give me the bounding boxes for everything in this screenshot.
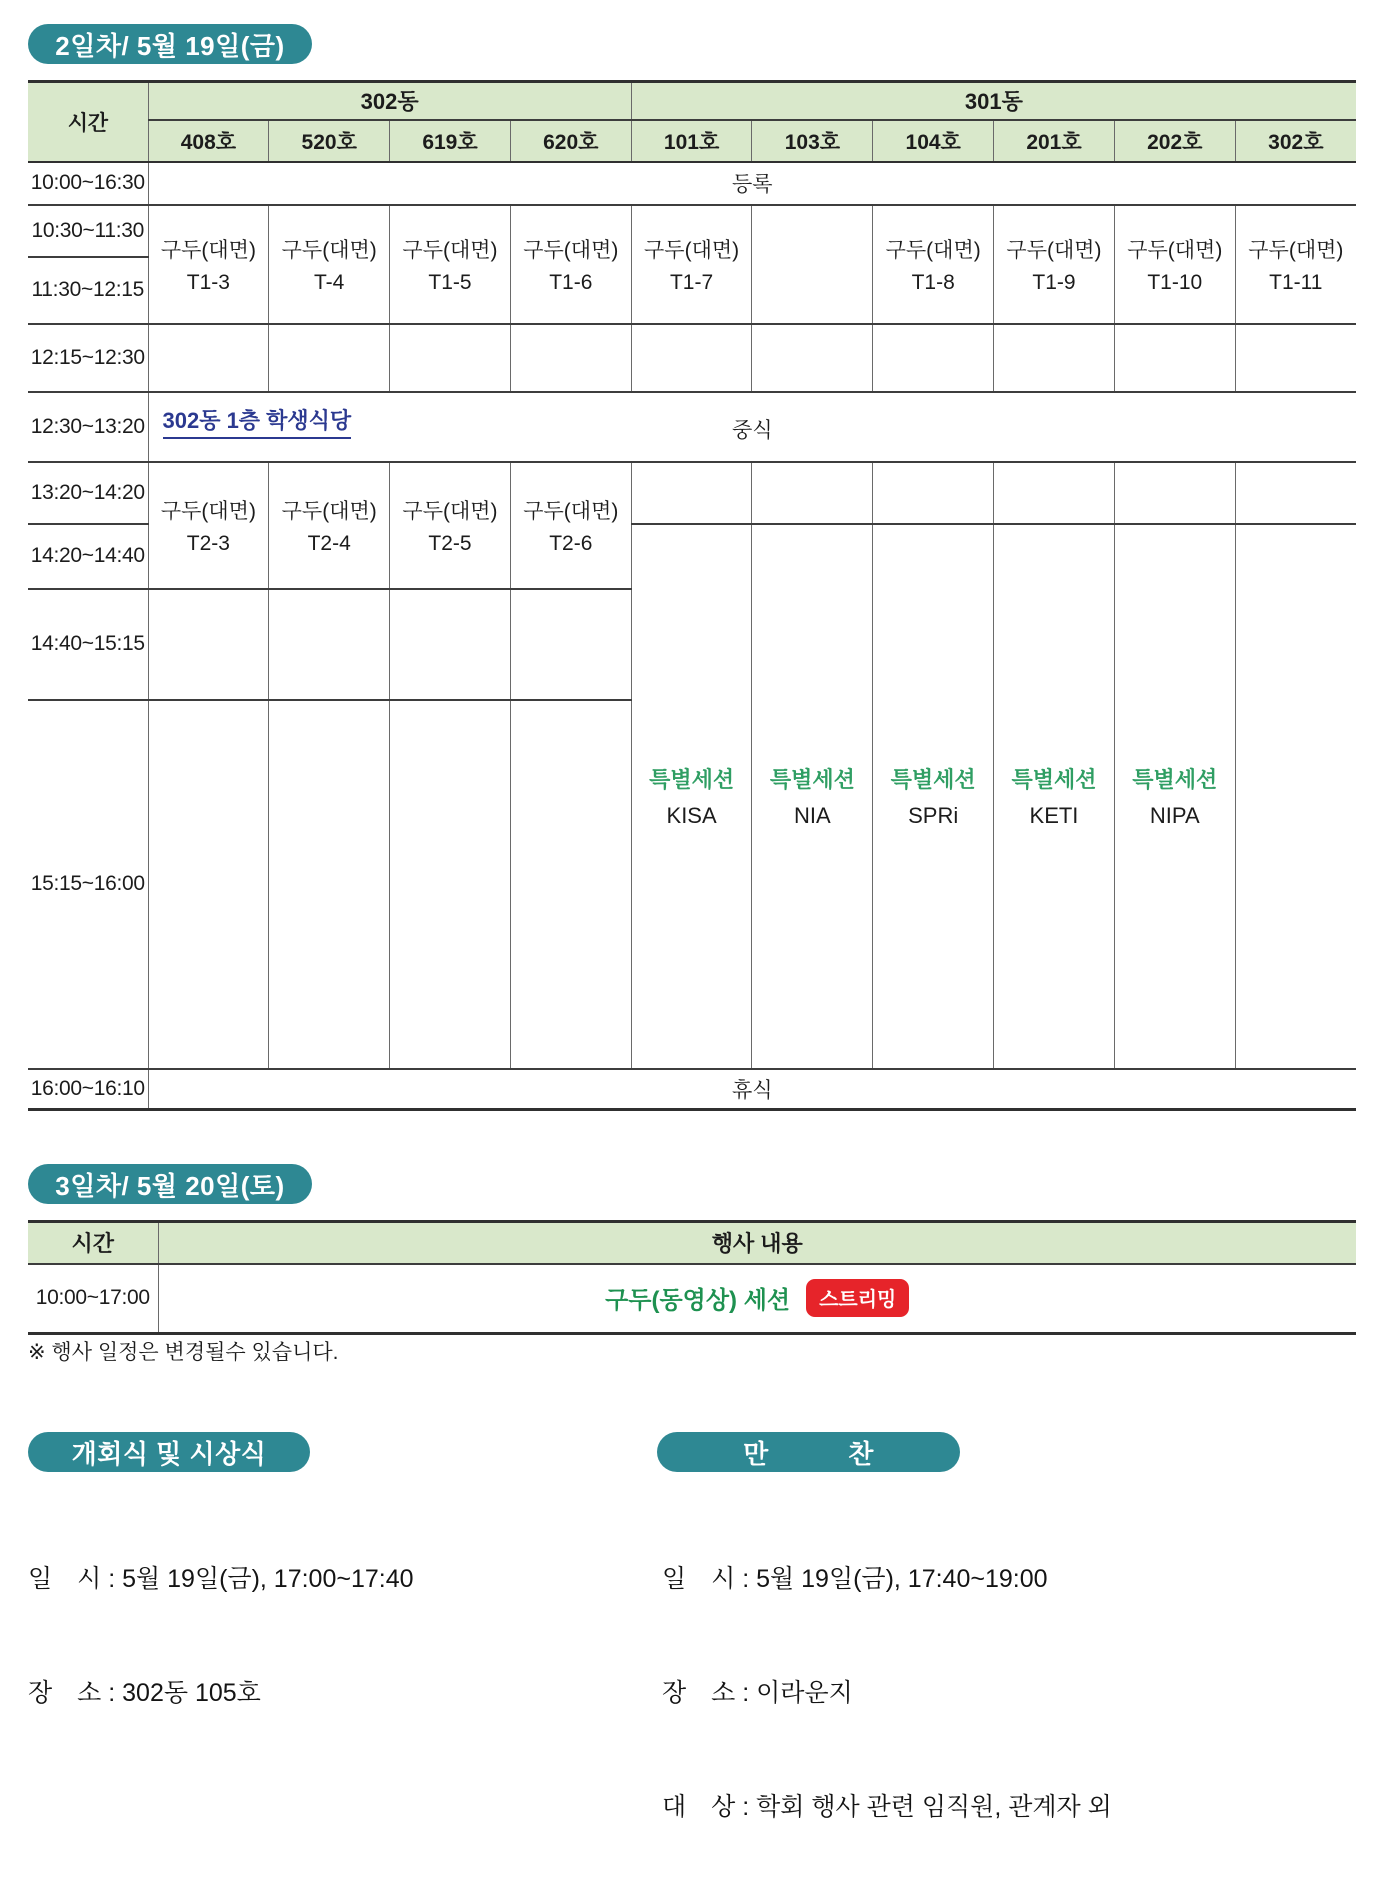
opening-location: 장 소 : 302동 105호 xyxy=(28,1679,261,1707)
cell-620-t1: 구두(대면) T1-6 xyxy=(510,205,631,324)
time-1420-1440: 14:20~14:40 xyxy=(28,524,148,589)
empty-cell xyxy=(269,589,390,700)
empty-cell xyxy=(873,462,994,524)
time-1000-1700: 10:00~17:00 xyxy=(28,1264,158,1334)
header-room-620: 620호 xyxy=(510,120,631,162)
break-cell: 휴식 xyxy=(148,1069,1356,1110)
empty-cell xyxy=(269,700,390,1069)
cell-619-t1: 구두(대면) T1-5 xyxy=(390,205,511,324)
time-1030-1130: 10:30~11:30 xyxy=(28,205,148,257)
empty-cell xyxy=(752,324,873,392)
banquet-badge: 만 찬 xyxy=(657,1432,960,1472)
time-1230-1320: 12:30~13:20 xyxy=(28,392,148,462)
banquet-info xyxy=(662,1484,1112,1902)
lunch-row xyxy=(28,392,1356,462)
gap-row xyxy=(28,324,1356,392)
empty-cell xyxy=(148,700,269,1069)
opening-ceremony-badge: 개회식 및 시상식 xyxy=(28,1432,310,1472)
empty-cell xyxy=(994,462,1115,524)
cell-103-special-nia: 특별세션 NIA xyxy=(752,524,873,1069)
cell-620-t2: 구두(대면) T2-6 xyxy=(510,462,631,589)
time-1215-1230: 12:15~12:30 xyxy=(28,324,148,392)
header-building-301: 301동 xyxy=(631,82,1356,120)
empty-cell xyxy=(269,324,390,392)
empty-cell xyxy=(1235,324,1356,392)
header-room-408: 408호 xyxy=(148,120,269,162)
day3-session-cell xyxy=(158,1264,1356,1334)
empty-cell xyxy=(752,462,873,524)
header-room-104: 104호 xyxy=(873,120,994,162)
t1-row-a xyxy=(28,205,1356,257)
day3-header-content: 행사 내용 xyxy=(158,1222,1356,1264)
day2-schedule-table xyxy=(28,80,1356,1111)
streaming-badge: 스트리밍 xyxy=(806,1279,909,1317)
schedule-change-note: ※ 행사 일정은 변경될수 있습니다. xyxy=(28,1341,339,1364)
video-session-label: 구두(동영상) 세션 xyxy=(605,1287,791,1315)
cell-302-t1: 구두(대면) T1-11 xyxy=(1235,205,1356,324)
time-1320-1420: 13:20~14:20 xyxy=(28,462,148,524)
day3-badge: 3일차/ 5월 20일(토) xyxy=(28,1164,312,1204)
empty-cell xyxy=(1114,324,1235,392)
registration-row xyxy=(28,162,1356,205)
lunch-cell xyxy=(148,392,1356,462)
cell-520-t1: 구두(대면) T-4 xyxy=(269,205,390,324)
day3-header-row xyxy=(28,1222,1356,1264)
day3-schedule-table xyxy=(28,1220,1356,1335)
cell-101-t1: 구두(대면) T1-7 xyxy=(631,205,752,324)
cell-302-special-empty xyxy=(1235,524,1356,1069)
header-room-101: 101호 xyxy=(631,120,752,162)
empty-cell xyxy=(148,324,269,392)
empty-cell xyxy=(1114,462,1235,524)
empty-cell xyxy=(510,324,631,392)
cell-408-t1: 구두(대면) T1-3 xyxy=(148,205,269,324)
cell-104-t1: 구두(대면) T1-8 xyxy=(873,205,994,324)
day3-session-row xyxy=(28,1264,1356,1334)
empty-cell xyxy=(1235,462,1356,524)
time-1600-1610: 16:00~16:10 xyxy=(28,1069,148,1110)
header-room-201: 201호 xyxy=(994,120,1115,162)
empty-cell xyxy=(631,324,752,392)
break-row xyxy=(28,1069,1356,1110)
empty-cell xyxy=(390,700,511,1069)
day2-badge: 2일차/ 5월 19일(금) xyxy=(28,24,312,64)
opening-datetime: 일 시 : 5월 19일(금), 17:00~17:40 xyxy=(28,1565,414,1593)
cell-408-t2: 구두(대면) T2-3 xyxy=(148,462,269,589)
header-room-302: 302호 xyxy=(1235,120,1356,162)
cell-202-special-nipa: 특별세션 NIPA xyxy=(1114,524,1235,1069)
banquet-location: 장 소 : 이라운지 xyxy=(662,1679,853,1707)
header-room-619: 619호 xyxy=(390,120,511,162)
header-room-202: 202호 xyxy=(1114,120,1235,162)
cell-104-special-spri: 특별세션 SPRi xyxy=(873,524,994,1069)
header-buildings-row xyxy=(28,82,1356,120)
empty-cell xyxy=(994,324,1115,392)
header-building-302: 302동 xyxy=(148,82,631,120)
header-room-103: 103호 xyxy=(752,120,873,162)
lunch-label: 중식 xyxy=(731,418,773,442)
cell-202-t1: 구두(대면) T1-10 xyxy=(1114,205,1235,324)
registration-cell: 등록 xyxy=(148,162,1356,205)
cell-101-special-kisa: 특별세션 KISA xyxy=(631,524,752,1069)
banquet-attendees: 대 상 : 학회 행사 관련 임직원, 관계자 외 xyxy=(662,1793,1112,1821)
empty-cell xyxy=(148,589,269,700)
empty-cell xyxy=(510,589,631,700)
cell-201-t1: 구두(대면) T1-9 xyxy=(994,205,1115,324)
time-registration: 10:00~16:30 xyxy=(28,162,148,205)
opening-ceremony-info xyxy=(28,1484,414,1788)
cafeteria-link[interactable]: 302동 1층 학생식당 xyxy=(163,404,352,439)
empty-cell xyxy=(510,700,631,1069)
time-1515-1600: 15:15~16:00 xyxy=(28,700,148,1069)
cell-103-empty xyxy=(752,205,873,324)
cell-201-special-keti: 특별세션 KETI xyxy=(994,524,1115,1069)
day3-header-time: 시간 xyxy=(28,1222,158,1264)
empty-cell xyxy=(631,462,752,524)
empty-cell xyxy=(873,324,994,392)
empty-cell xyxy=(390,589,511,700)
header-room-520: 520호 xyxy=(269,120,390,162)
cell-619-t2: 구두(대면) T2-5 xyxy=(390,462,511,589)
time-1130-1215: 11:30~12:15 xyxy=(28,257,148,324)
t2-row-a xyxy=(28,462,1356,524)
header-time: 시간 xyxy=(28,82,148,162)
cell-520-t2: 구두(대면) T2-4 xyxy=(269,462,390,589)
empty-cell xyxy=(390,324,511,392)
header-rooms-row xyxy=(28,120,1356,162)
banquet-datetime: 일 시 : 5월 19일(금), 17:40~19:00 xyxy=(662,1565,1048,1593)
time-1440-1515: 14:40~15:15 xyxy=(28,589,148,700)
